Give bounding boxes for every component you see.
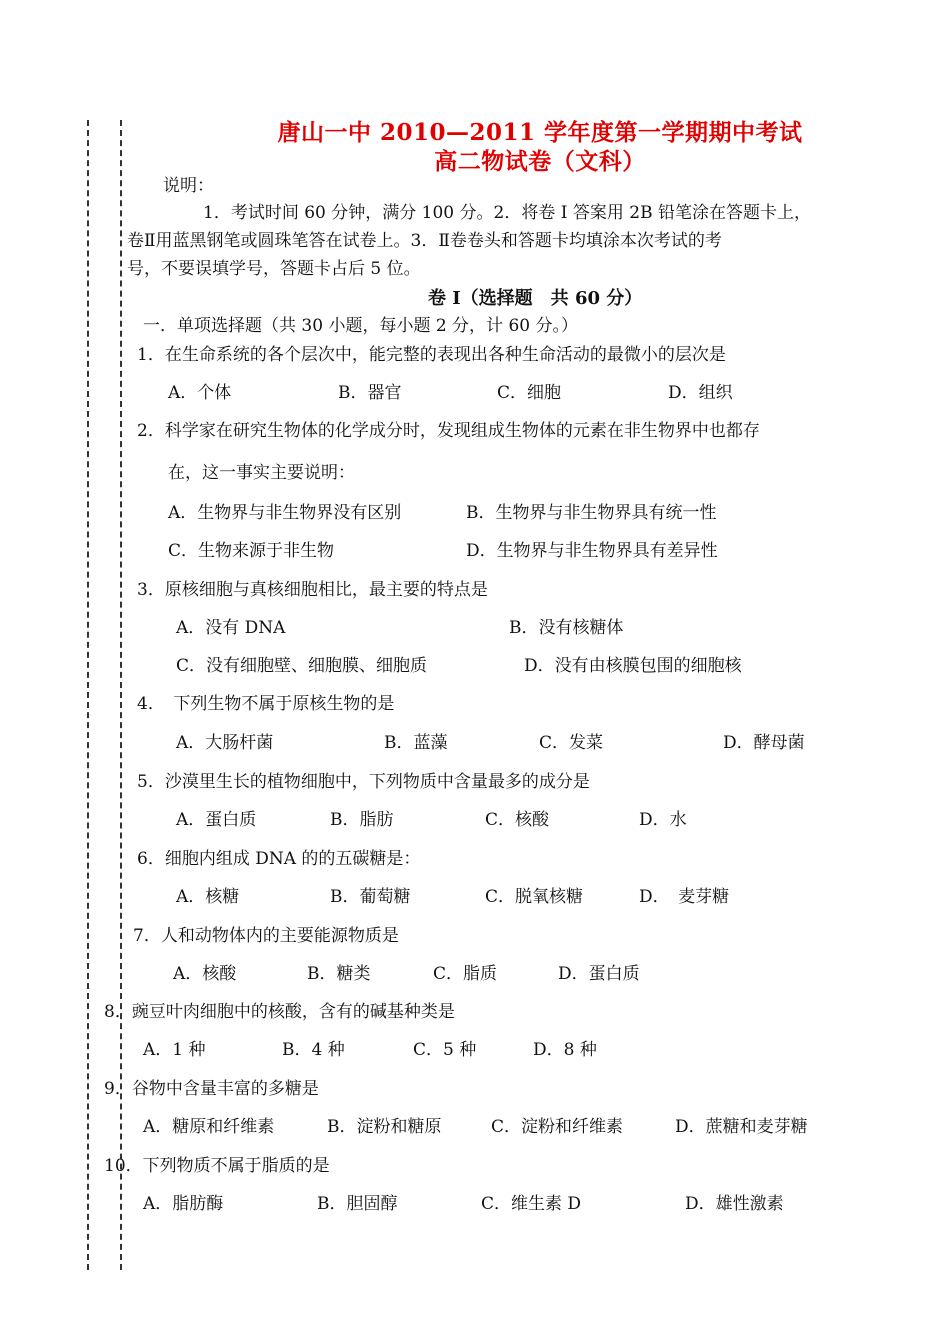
option-a: A．没有 DNA: [176, 618, 286, 638]
option-c: C．生物来源于非生物: [168, 541, 335, 561]
option-c: C．脱氧核糖: [485, 887, 584, 907]
option-c: C．没有细胞壁、细胞膜、细胞质: [176, 656, 428, 676]
instructions-label: 说明：: [163, 176, 214, 196]
option-b: B．糖类: [307, 964, 371, 984]
binding-line-outer: [87, 120, 89, 1270]
option-d: D．水: [639, 810, 687, 830]
instruction-line: 号，不要误填学号，答题卡占后 5 位。: [127, 259, 421, 279]
option-d: D．组织: [668, 383, 733, 403]
option-b: B．淀粉和糖原: [327, 1117, 442, 1137]
option-a: A．1 种: [143, 1040, 206, 1060]
question-stem: 1．在生命系统的各个层次中，能完整的表现出各种生命活动的最微小的层次是: [137, 345, 726, 365]
option-a: A．蛋白质: [176, 810, 257, 830]
option-d: D．蔗糖和麦芽糖: [675, 1117, 808, 1137]
option-d: D． 麦芽糖: [639, 887, 730, 907]
option-b: B．没有核糖体: [509, 618, 624, 638]
question-stem: 3．原核细胞与真核细胞相比，最主要的特点是: [137, 580, 488, 600]
option-b: B．器官: [338, 383, 402, 403]
option-c: C．核酸: [485, 810, 550, 830]
option-d: D．酵母菌: [723, 733, 805, 753]
option-d: D．没有由核膜包围的细胞核: [524, 656, 742, 676]
option-c: C．5 种: [413, 1040, 477, 1060]
instruction-line: 卷Ⅱ用蓝黑钢笔或圆珠笔答在试卷上。3．Ⅱ卷卷头和答题卡均填涂本次考试的考: [127, 231, 722, 251]
question-stem: 4． 下列生物不属于原核生物的是: [137, 694, 395, 714]
question-stem: 10．下列物质不属于脂质的是: [104, 1156, 330, 1176]
question-stem: 5．沙漠里生长的植物细胞中，下列物质中含量最多的成分是: [137, 772, 590, 792]
option-b: B．生物界与非生物界具有统一性: [466, 503, 717, 523]
option-c: C．维生素 D: [481, 1194, 582, 1214]
question-stem: 2．科学家在研究生物体的化学成分时，发现组成生物体的元素在非生物界中也都存: [137, 421, 760, 441]
option-d: D．雄性激素: [685, 1194, 784, 1214]
option-b: B．葡萄糖: [330, 887, 411, 907]
question-stem: 9．谷物中含量丰富的多糖是: [104, 1079, 319, 1099]
option-a: A．核酸: [173, 964, 237, 984]
option-c: C．淀粉和纤维素: [491, 1117, 624, 1137]
part-heading: 一．单项选择题（共 30 小题，每小题 2 分，计 60 分。）: [143, 316, 579, 336]
option-d: D．生物界与非生物界具有差异性: [466, 541, 718, 561]
instruction-line: 1．考试时间 60 分钟，满分 100 分。2．将卷 I 答案用 2B 铅笔涂在答题卡上，: [203, 203, 811, 223]
option-c: C．细胞: [497, 383, 562, 403]
option-b: B．4 种: [282, 1040, 345, 1060]
option-d: D．8 种: [533, 1040, 597, 1060]
question-stem: 6．细胞内组成 DNA 的的五碳糖是：: [137, 849, 421, 869]
option-b: B．胆固醇: [317, 1194, 398, 1214]
question-stem-continued: 在，这一事实主要说明：: [168, 463, 355, 483]
option-a: A．大肠杆菌: [176, 733, 274, 753]
option-a: A．生物界与非生物界没有区别: [168, 503, 402, 523]
exam-subtitle: 高二物试卷（文科）: [434, 148, 646, 175]
option-d: D．蛋白质: [558, 964, 640, 984]
option-a: A．脂肪酶: [143, 1194, 224, 1214]
question-stem: 7．人和动物体内的主要能源物质是: [133, 926, 399, 946]
option-b: B．脂肪: [330, 810, 394, 830]
question-stem: 8．豌豆叶肉细胞中的核酸，含有的碱基种类是: [104, 1002, 455, 1022]
option-a: A．个体: [168, 383, 232, 403]
exam-title: 唐山一中 2010—2011 学年度第一学期期中考试: [277, 119, 803, 146]
option-a: A．核糖: [176, 887, 240, 907]
option-c: C．发菜: [539, 733, 604, 753]
option-a: A．糖原和纤维素: [143, 1117, 275, 1137]
option-b: B．蓝藻: [384, 733, 448, 753]
option-c: C．脂质: [433, 964, 498, 984]
section-title: 卷 I（选择题 共 60 分）: [428, 288, 643, 309]
